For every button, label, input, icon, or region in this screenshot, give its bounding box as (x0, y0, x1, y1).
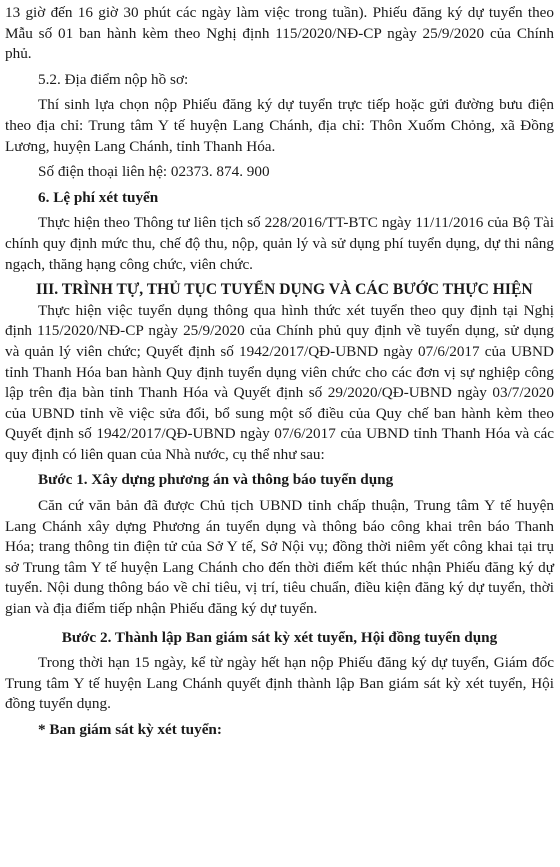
paragraph-step-2: Trong thời hạn 15 ngày, kể từ ngày hết hạn nộp Phiếu đăng ký dự tuyển, Giám đốc Trung tâm Y tế huyện Lang Chánh quyết định thành lập Ban giám sát kỳ xét tuyển, Hội đồng tuyển dụng. (5, 654, 554, 713)
paragraph-procedure: Thực hiện việc tuyển dụng thông qua hình thức xét tuyển theo quy định tại Nghị định 115/2020/NĐ-CP ngày 25/9/2020 của Chính phủ quy định về tuyển dụng, sử dụng và quản lý viên chức; Quyết định số 1942/2017/QĐ-UBND ngày 07/6/2017 của UBND tỉnh Thanh Hóa ban hành Quy định tuyển dụng viên chức cho các đơn vị sự nghiệp công lập trên địa bàn tỉnh Thanh Hóa và Quyết định số 29/2020/QĐ-UBND ngày 03/7/2020 của UBND tỉnh về việc sửa đổi, bổ sung một số điều của Quy chế ban hành kèm theo Quyết định số 1942/2017/QĐ-UBND ngày 07/6/2017 của UBND tỉnh Thanh Hóa và các quy định có liên quan của Nhà nước, cụ thể như sau: (5, 301, 554, 463)
heading-6-fee: 6. Lệ phí xét tuyển (38, 188, 159, 206)
paragraph-submission-time: 13 giờ đến 16 giờ 30 phút các ngày làm việc trong tuần). Phiếu đăng ký dự tuyển theo Mẫu số 01 ban hành kèm theo Nghị định 115/2020/NĐ-CP ngày 25/9/2020 của Chính phủ. (5, 4, 554, 63)
heading-section-iii: III. TRÌNH TỰ, THỦ TỤC TUYỂN DỤNG VÀ CÁC BƯỚC THỰC HIỆN (36, 281, 533, 299)
paragraph-fee: Thực hiện theo Thông tư liên tịch số 228/2016/TT-BTC ngày 11/11/2016 của Bộ Tài chính quy định mức thu, chế độ thu, nộp, quản lý và sử dụng phí tuyển dụng, dự thi nâng ngạch, thăng hạng công chức, viên chức. (5, 214, 554, 273)
paragraph-submission-place: Thí sinh lựa chọn nộp Phiếu đăng ký dự tuyển trực tiếp hoặc gửi đường bưu điện theo địa chỉ: Trung tâm Y tế huyện Lang Chánh, địa chỉ: Thôn Xuốm Chỏng, xã Đồng Lương, huyện Lang Chánh, tỉnh Thanh Hóa. (5, 96, 554, 155)
heading-step-1: Bước 1. Xây dựng phương án và thông báo tuyển dụng (38, 471, 394, 489)
heading-step-2: Bước 2. Thành lập Ban giám sát kỳ xét tuyển, Hội đồng tuyển dụng (61, 628, 498, 646)
heading-5-2: 5.2. Địa điểm nộp hồ sơ: (38, 70, 189, 88)
heading-supervision-board: * Ban giám sát kỳ xét tuyển: (38, 721, 222, 738)
paragraph-phone: Số điện thoại liên hệ: 02373. 874. 900 (38, 163, 270, 181)
paragraph-step-1: Căn cứ văn bản đã được Chủ tịch UBND tỉnh chấp thuận, Trung tâm Y tế huyện Lang Chánh xây dựng Phương án tuyển dụng và thông báo công khai trên báo Thanh Hóa; trang thông tin điện tử của Sở Y tế, Sở Nội vụ; đồng thời niêm yết công khai tại trụ sở Trung tâm Y tế huyện Lang Chánh cho đến thời điểm kết thúc nhận Phiếu đăng ký dự tuyển. Nội dung thông báo về chỉ tiêu, vị trí, tiêu chuẩn, điều kiện đăng ký dự tuyển, thời gian và địa điểm tiếp nhận Phiếu đăng ký dự tuyển. (5, 497, 554, 618)
